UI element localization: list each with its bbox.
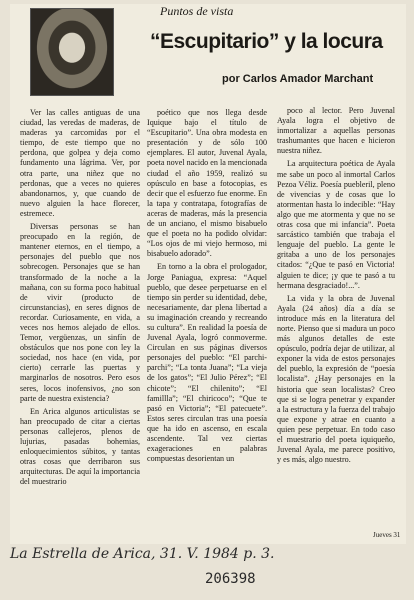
paragraph: La vida y la obra de Juvenal Ayala (24 años) día a día se introduce más en la literatura del norte. Pienso que si madura un poco más algunos detalles de este opúsculo, podría dejar de utilizar, al exponer la vida de estos personajes del pueblo, la expresión de “poesía localista”. ¿Hay personajes en la historia que sean localistas? Creo que si se logra penetrar y expander a la estructura y la fuerza del trabajo que expone y atrae en cuanto a quien pese perpetuar. En todo caso el muestrario del poeta iquiqueño, Juvenal Ayala, me parece positivo, y es más, algo nuestro. bbox=[277, 293, 395, 465]
paragraph: En torno a la obra el prologador, Jorge Paniagua, expresa: “Aquel pueblo, que desee perpetuarse en el tiempo sin perder su identidad, debe, necesariamente, dar plena libertad a su imaginación creando y recreando su cultura”. En realidad la poesía de Juvenal Ayala, logró conmoverme. Circulan en sus páginas diversos personajes del pueblo: “El parchi-parchi”; “La tonta Juana”; “La vieja de los gatos”; “El Julio Pérez”; “El chicote”; “El chilenito”; “El famillla”; “El chiricoco”; “Que te pasó en Victoria”; “El patecuete”. Estos seres circulan tras una poesía que ha ido en ascenso, en escala ascendente. Tal vez ciertas exageraciones en palabras compuestas desorientan un bbox=[147, 262, 267, 464]
text-column-3 bbox=[277, 106, 395, 531]
article-title: “Escupitario” y la locura bbox=[150, 30, 383, 53]
page-footer: Jueves 31 bbox=[373, 531, 401, 539]
paragraph: La arquitectura poética de Ayala me sabe un poco al inmortal Carlos Pezoa Véliz. Poesía puebleril, pleno de vivencias y de cosas que lo atormentan hasta lo indecible: “Hay algo que me atormenta y que no se otras cosa que mi infancia”. Poeta sarcástico también que trabaja el lenguaje del pueblo. La gente le gritaba a uno de los personajes citados: “¿Que te pasó en Victoria! alguien te dice; ¡y que te pasó a tu hermana desgraciado!...”. bbox=[277, 159, 395, 290]
section-label: Puntos de vista bbox=[160, 4, 234, 18]
author-byline: por Carlos Amador Marchant bbox=[222, 73, 374, 85]
author-photo bbox=[30, 8, 114, 96]
paragraph: Diversas personas se han preocupado en la región, de mantener eternos, en el tiempo, a personajes del pueblo que nos sobrecogen. Personajes que se han transformado de la noche a la mañana, con su forma poco habitual de vivir (producto de circunstancias), en seres dignos de recordar. Curiosamente, en vida, a veces nos hemos alejado de ellos. Temor, vergüenzas, un sinfín de obstáculos que nos pone con ley la sociedad, nos hace (en vida, por cierto) cerrarle las puertas y marginarlos de nosotros. Pero esos seres, locos inofensivos, ¿no son parte de nuestra existencia? bbox=[20, 222, 140, 403]
handwritten-id-number: 206398 bbox=[205, 571, 256, 587]
text-column-1 bbox=[20, 108, 140, 542]
text-column-2 bbox=[147, 108, 267, 542]
paragraph: poco al lector. Pero Juvenal Ayala logra el objetivo de inmortalizar a aquellas personas trashumantes que hacen e hicieron nuestra niñez. bbox=[277, 106, 395, 156]
paragraph: Ver las calles antiguas de una ciudad, las veredas de maderas, de maderas ya carcomidas por el tiempo, de este tiempo que no perdona, que golpea y deja como fundamento una lágrima. Ver, por otra parte, una niñez que no perdonas, que a veces no quieres abandonarnos, y, que cuando de nuevo alguien la hace florecer, estremece. bbox=[20, 108, 140, 218]
paragraph: En Arica algunos articulistas se han preocupado de citar a ciertas personas callejeros, plenos de lujurias, pasadas bohemias, enloquecimientos súbitos, y tantas otras cosas que derribaron sus arquitecturas. De aquí la importancia del muestrario bbox=[20, 406, 140, 487]
paragraph: poético que nos llega desde Iquique bajo el título de “Escupitario”. Una obra modesta en presentación y de sólo 100 ejemplares. El autor, Juvenal Ayala, poeta novel nacido en la mencionada ciudad el año 1959, realizó su opúsculo en base a fotocopias, es decir que el esfuerzo fue enorme. En la tapa y contratapa, fotografías de aceras de maderas, más la presencia de un anciano, el mismo bisabuelo que el poeta no ha podido olvidar: “Los ojos de mi viejo hermoso, mi bisabuelo adorado”. bbox=[147, 108, 267, 259]
handwritten-source-note: La Estrella de Arica, 31. V. 1984 p. 3. bbox=[10, 546, 275, 562]
